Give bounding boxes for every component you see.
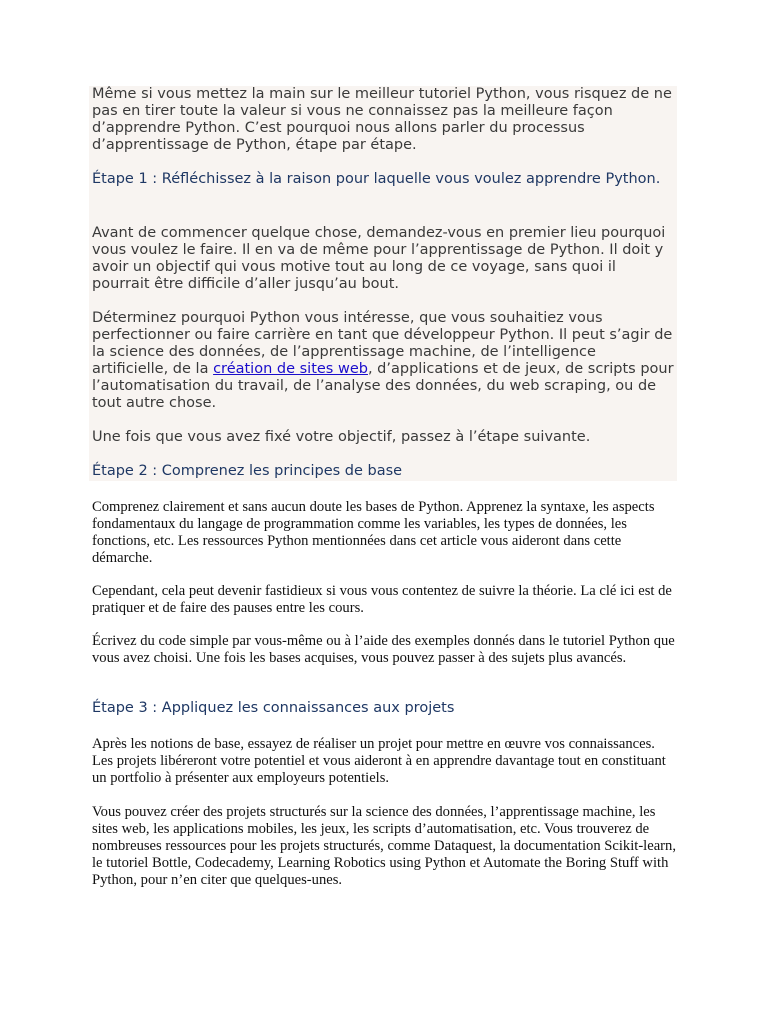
intro-paragraph: Même si vous mettez la main sur le meilleur tutoriel Python, vous risquez de ne pas en tirer toute la valeur si vous ne connaissez pas la meilleure façon d’apprendre Python. C’est pourquoi nous allons parler du processus d’apprentissage de Python, étape par étape. bbox=[92, 86, 672, 153]
step3-paragraph-2: Vous pouvez créer des projets structurés sur la science des données, l’apprentissage machine, les sites web, les applications mobiles, les jeux, les scripts d’automatisation, etc. Vous trouverez de nombreuses ressources pour les projets structurés, comme Dataquest, la documentation Scikit-learn, le tutoriel Bottle, Codecademy, Learning Robotics using Python et Automate the Boring Stuff with Python, pour n’en citer que quelques-unes. bbox=[92, 804, 676, 888]
step1-paragraph-3: Une fois que vous avez fixé votre objectif, passez à l’étape suivante. bbox=[92, 429, 591, 445]
step3-paragraph-1: Après les notions de base, essayez de réaliser un projet pour mettre en œuvre vos connaissances. Les projets libéreront votre potentiel et vous aideront à en apprendre davantage tout en constituant un portfolio à présenter aux employeurs potentiels. bbox=[92, 736, 666, 786]
step2-paragraph-1: Comprenez clairement et sans aucun doute les bases de Python. Apprenez la syntaxe, les aspects fondamentaux du langage de programmation comme les variables, les types de données, les fonctions, etc. Les ressources Python mentionnées dans cet article vous aideront dans cette démarche. bbox=[92, 499, 655, 566]
step1-heading: Étape 1 : Réfléchissez à la raison pour laquelle vous voulez apprendre Python. bbox=[92, 171, 661, 187]
step2-paragraph-3: Écrivez du code simple par vous-même ou à l’aide des exemples donnés dans le tutoriel Python que vous avez choisi. Une fois les bases acquises, vous pouvez passer à des sujets plus avancés. bbox=[92, 633, 675, 666]
step2-paragraph-2: Cependant, cela peut devenir fastidieux si vous vous contentez de suivre la théorie. La clé ici est de pratiquer et de faire des pauses entre les cours. bbox=[92, 583, 672, 616]
step1-paragraph-2 bbox=[92, 310, 676, 412]
step1-paragraph-1: Avant de commencer quelque chose, demandez-vous en premier lieu pourquoi vous voulez le faire. Il en va de même pour l’apprentissage de Python. Il doit y avoir un objectif qui vous motive tout au long de ce voyage, sans quoi il pourrait être difficile d’aller jusqu’au bout. bbox=[92, 225, 666, 292]
step1-paragraph-2-end: , d’applications et de jeux, de scripts pour l’automatisation du travail, de l’analyse des données, du web scraping, ou de tout autre chose. bbox=[92, 361, 674, 411]
step1-paragraph-2-start: Déterminez pourquoi Python vous intéresse, que vous souhaitiez vous perfectionner ou faire carrière en tant que développeur Python. Il peut s’agir de la science des données, de l’apprentissage machine, de l’intelligence artificielle, de la bbox=[92, 310, 673, 377]
step2-heading: Étape 2 : Comprenez les principes de base bbox=[92, 463, 403, 479]
step3-heading: Étape 3 : Appliquez les connaissances aux projets bbox=[92, 700, 455, 716]
web-creation-link[interactable]: création de sites web bbox=[213, 361, 368, 377]
